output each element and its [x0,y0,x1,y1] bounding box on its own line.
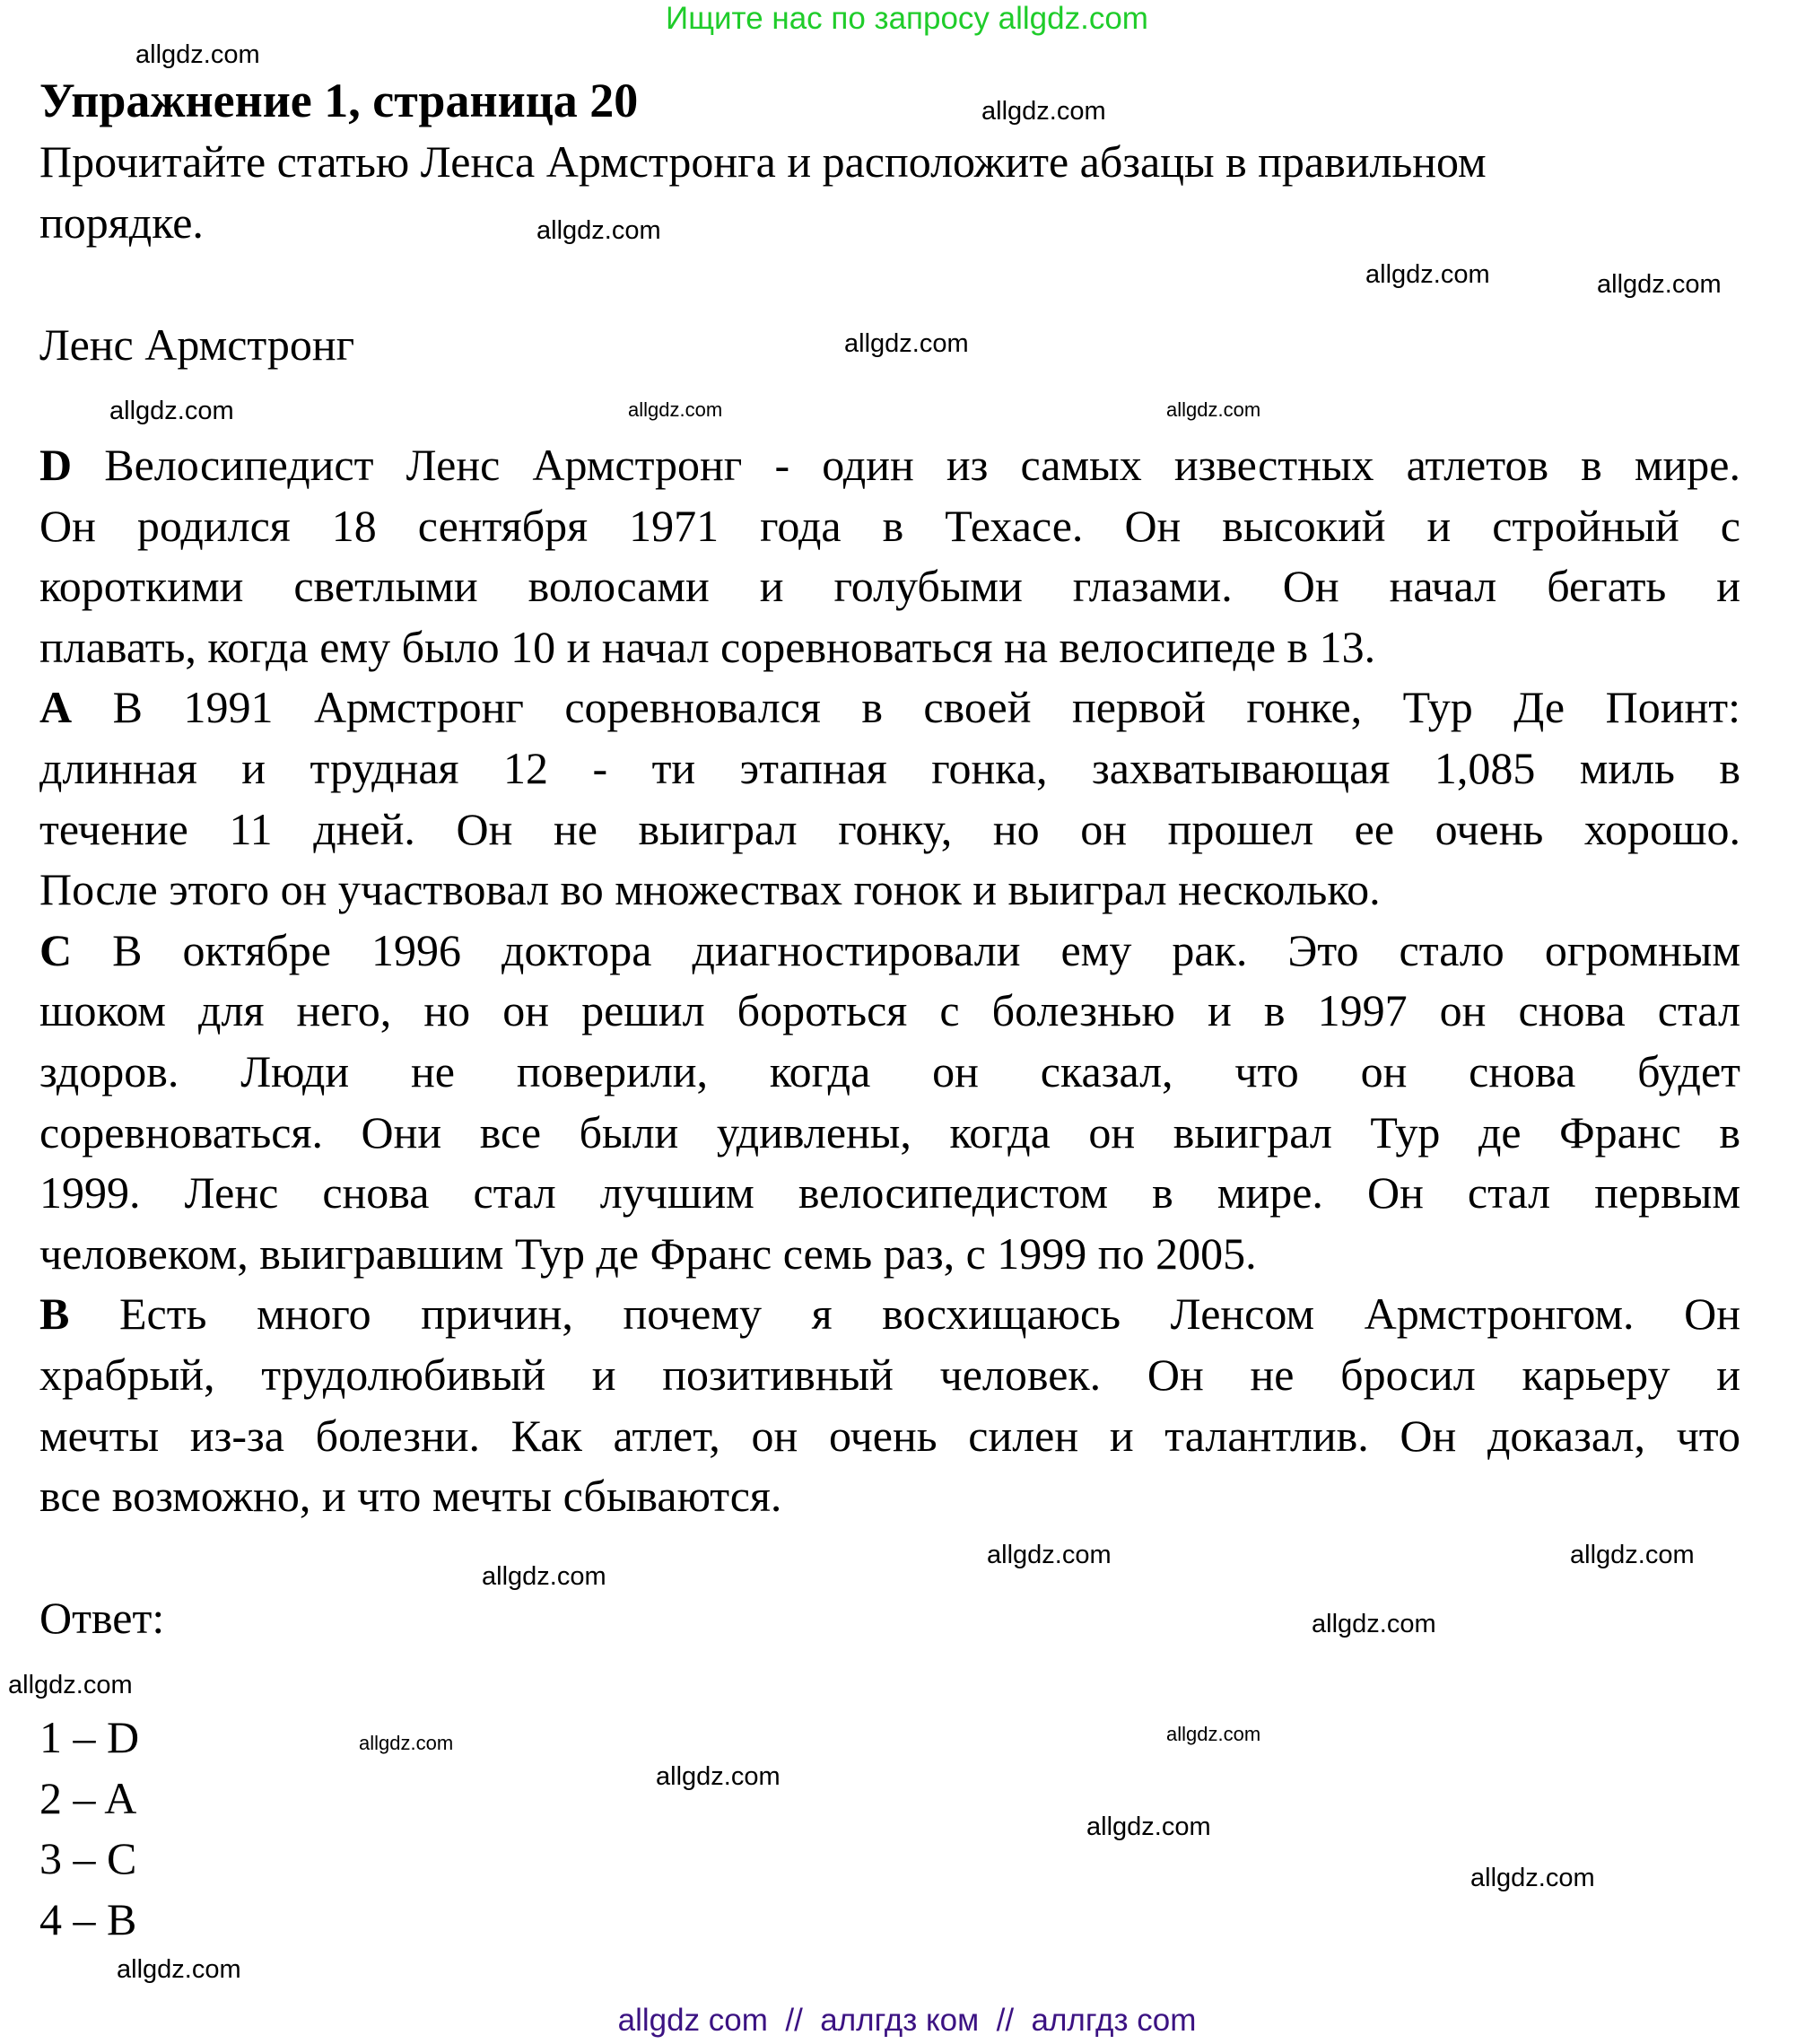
answer-item: 4 – B [39,1893,137,1944]
paragraph-text: плавать, когда ему было 10 и начал соревноваться на велосипеде в 13. [39,621,1376,672]
promo-banner: Ищите нас по запросу allgdz.com [666,1,1148,36]
paragraph-line [39,435,1740,496]
paragraph-line [39,738,1740,799]
answer-item: 3 – C [39,1833,137,1884]
watermark: allgdz.com [1312,1610,1436,1638]
paragraph-text: здоров. Люди не поверили, когда он сказал, что он снова будет [39,1045,1740,1096]
paragraph-line [39,1284,1740,1345]
paragraph-line [39,921,1740,982]
watermark: allgdz.com [117,1955,241,1984]
paragraph-text: человеком, выигравшим Тур де Франс семь раз, с 1999 по 2005. [39,1227,1257,1279]
footer-links [0,2001,1814,2040]
instruction-line: Прочитайте статью Ленса Армстронга и расположите абзацы в правильном [39,136,1487,187]
watermark: allgdz.com [135,40,260,69]
instruction-line: порядке. [39,197,204,248]
paragraph-text: В 1991 Армстронг соревновался в своей первой гонке, Тур Де Поинт: [112,682,1740,733]
watermark: allgdz.com [981,97,1106,126]
paragraph-line [39,496,1740,557]
watermark: allgdz.com [359,1732,454,1754]
paragraph-line [39,617,1740,678]
footer-text: allgdz com // аллгдз ком // аллгдз com [617,2003,1197,2038]
paragraph-line [39,1466,1740,1527]
answer-label: Ответ: [39,1593,165,1643]
paragraph-text: соревноваться. Они все были удивлены, когда он выиграл Тур де Франс в [39,1106,1740,1157]
paragraph-line [39,1103,1740,1164]
paragraph-letter: D [39,440,73,490]
paragraph-text: все возможно, и что мечты сбываются. [39,1471,782,1522]
paragraph-text: После этого он участвовал во множествах гонок и выиграл несколько. [39,864,1381,915]
paragraph-line [39,556,1740,617]
watermark: allgdz.com [1570,1541,1695,1569]
paragraph-line [39,1163,1740,1224]
watermark: allgdz.com [1470,1864,1595,1892]
paragraph-line [39,1224,1740,1285]
watermark: allgdz.com [1166,398,1261,421]
paragraph-line [39,1345,1740,1406]
paragraph-text: Есть много причин, почему я восхищаюсь Ленсом Армстронгом. Он [118,1288,1741,1340]
answer-list [39,1708,139,1950]
paragraph-text: течение 11 дней. Он не выиграл гонку, но он прошел ее очень хорошо. [39,803,1740,854]
paragraph-text: 1999. Ленс снова стал лучшим велосипедистом в мире. Он стал первым [39,1167,1740,1219]
instruction [39,131,1487,253]
watermark: allgdz.com [536,216,661,245]
paragraph-text: шоком для него, но он решил бороться с болезнью и в 1997 он снова стал [39,985,1740,1036]
paragraph-text: короткими светлыми волосами и голубыми глазами. Он начал бегать и [39,561,1740,612]
paragraph-letter: B [39,1288,70,1340]
paragraph-line [39,981,1740,1042]
paragraph-text: Он родился 18 сентября 1971 года в Техасе. Он высокий и стройный с [39,500,1740,551]
watermark: allgdz.com [8,1671,133,1699]
watermark: allgdz.com [656,1762,781,1791]
paragraph-text: храбрый, трудолюбивый и позитивный человек. Он не бросил карьеру и [39,1349,1740,1400]
watermark: allgdz.com [987,1541,1112,1569]
paragraph-line [39,1406,1740,1467]
page-title: Упражнение 1, страница 20 [39,74,639,127]
watermark: allgdz.com [1086,1813,1211,1841]
paragraph-text: Велосипедист Ленс Армстронг - один из самых известных атлетов в мире. [104,440,1740,490]
paragraph-letter: C [39,924,73,975]
paragraph-line [39,1042,1740,1103]
paragraph-text: В октябре 1996 доктора диагностировали ему рак. Это стало огромным [112,924,1741,975]
paragraph-text: мечты из-за болезни. Как атлет, он очень силен и талантлив. Он доказал, что [39,1410,1740,1461]
paragraph-line [39,799,1740,860]
watermark: allgdz.com [109,397,234,425]
paragraph-line [39,860,1740,921]
answer-item: 1 – D [39,1712,140,1762]
paragraph-line [39,677,1740,738]
watermark: allgdz.com [1365,260,1490,289]
paragraph-text: длинная и трудная 12 - ти этапная гонка, захватывающая 1,085 миль в [39,742,1740,793]
watermark: allgdz.com [844,329,969,358]
watermark: allgdz.com [482,1562,606,1591]
answer-item: 2 – A [39,1772,137,1823]
article-body [39,435,1740,1527]
article-title: Ленс Армстронг [39,319,355,370]
watermark: allgdz.com [1597,270,1722,299]
paragraph-letter: A [39,682,73,733]
watermark: allgdz.com [1166,1723,1261,1745]
watermark: allgdz.com [628,398,723,421]
